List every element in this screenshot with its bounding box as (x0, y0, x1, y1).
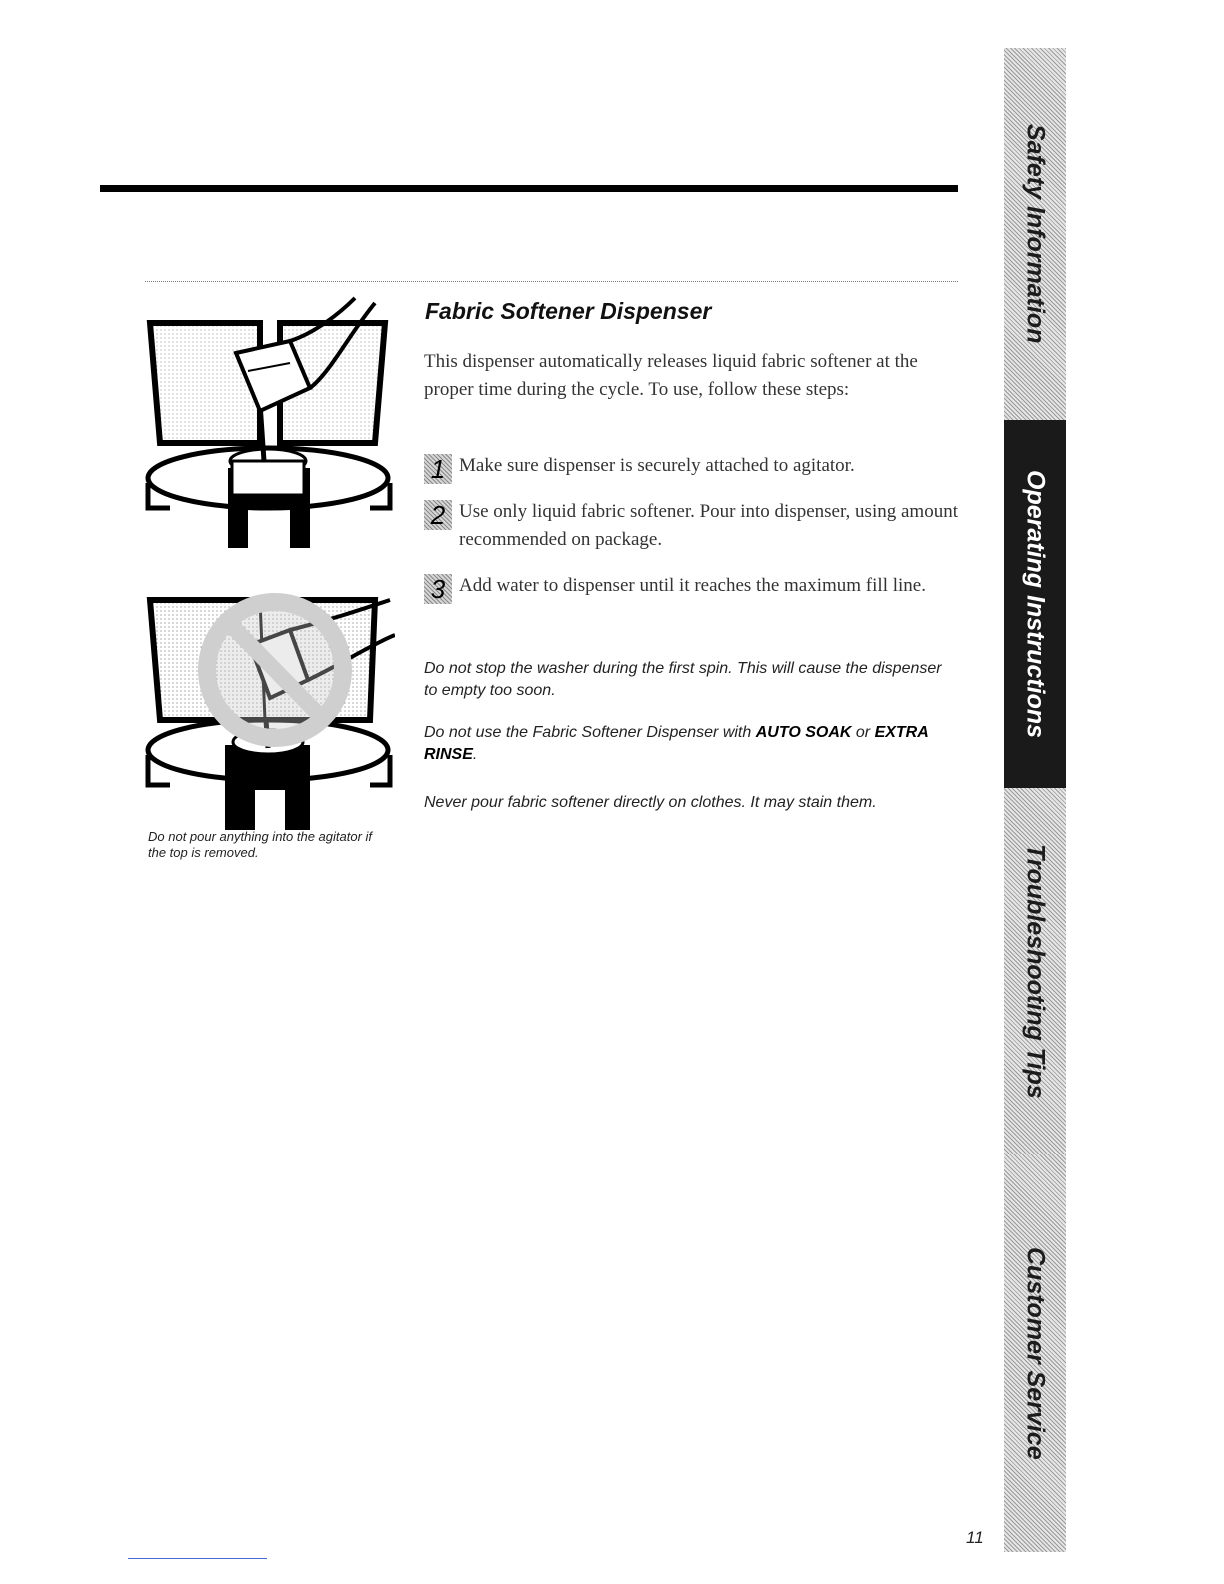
extra-rinse-label: EXTRA RINSE (424, 724, 929, 763)
tab-label: Safety Information (1021, 124, 1050, 344)
pouring-softener-illustration (140, 293, 395, 563)
note-or: or (851, 724, 875, 741)
prohibited-pour-illustration (140, 570, 395, 835)
tab-label: Customer Service (1021, 1246, 1050, 1460)
tab-customer-service[interactable] (1004, 1154, 1066, 1552)
top-rule (100, 185, 958, 192)
tab-label: Troubleshooting Tips (1021, 843, 1050, 1099)
tab-operating-instructions[interactable] (1004, 420, 1066, 788)
step-text: Use only liquid fabric softener. Pour into dispenser, using amount recommended on package. (459, 501, 958, 550)
note-use-suffix: . (472, 746, 478, 763)
page-number: 11 (966, 1528, 984, 1547)
tab-safety-information[interactable] (1004, 48, 1066, 420)
step-2 (424, 498, 964, 554)
tab-label: Operating Instructions (1021, 469, 1050, 739)
step-number-badge: 2 (424, 500, 452, 530)
section-heading: Fabric Softener Dispenser (425, 298, 712, 324)
auto-soak-label: AUTO SOAK (755, 724, 852, 741)
step-1 (424, 452, 964, 484)
step-text: Add water to dispenser until it reaches the maximum fill line. (459, 575, 926, 596)
step-number-badge: 3 (424, 574, 452, 604)
step-number-badge: 1 (424, 454, 452, 484)
tab-troubleshooting-tips[interactable] (1004, 788, 1066, 1154)
dotted-divider (145, 281, 958, 282)
note-do-not-use (424, 722, 944, 766)
intro-paragraph: This dispenser automatically releases liquid fabric softener at the proper time during the cycle. To use, follow these steps: (424, 351, 918, 400)
note-do-not-stop: Do not stop the washer during the first spin. This will cause the dispenser to empty too soon. (424, 660, 942, 699)
bottom-link-underline (128, 1558, 267, 1559)
step-text: Make sure dispenser is securely attached to agitator. (459, 455, 855, 476)
note-use-prefix: Do not use the Fabric Softener Dispenser with (424, 724, 756, 741)
note-never-pour: Never pour fabric softener directly on clothes. It may stain them. (424, 794, 877, 811)
illustration-caption: Do not pour anything into the agitator if the top is removed. (148, 829, 373, 860)
step-3 (424, 572, 964, 604)
